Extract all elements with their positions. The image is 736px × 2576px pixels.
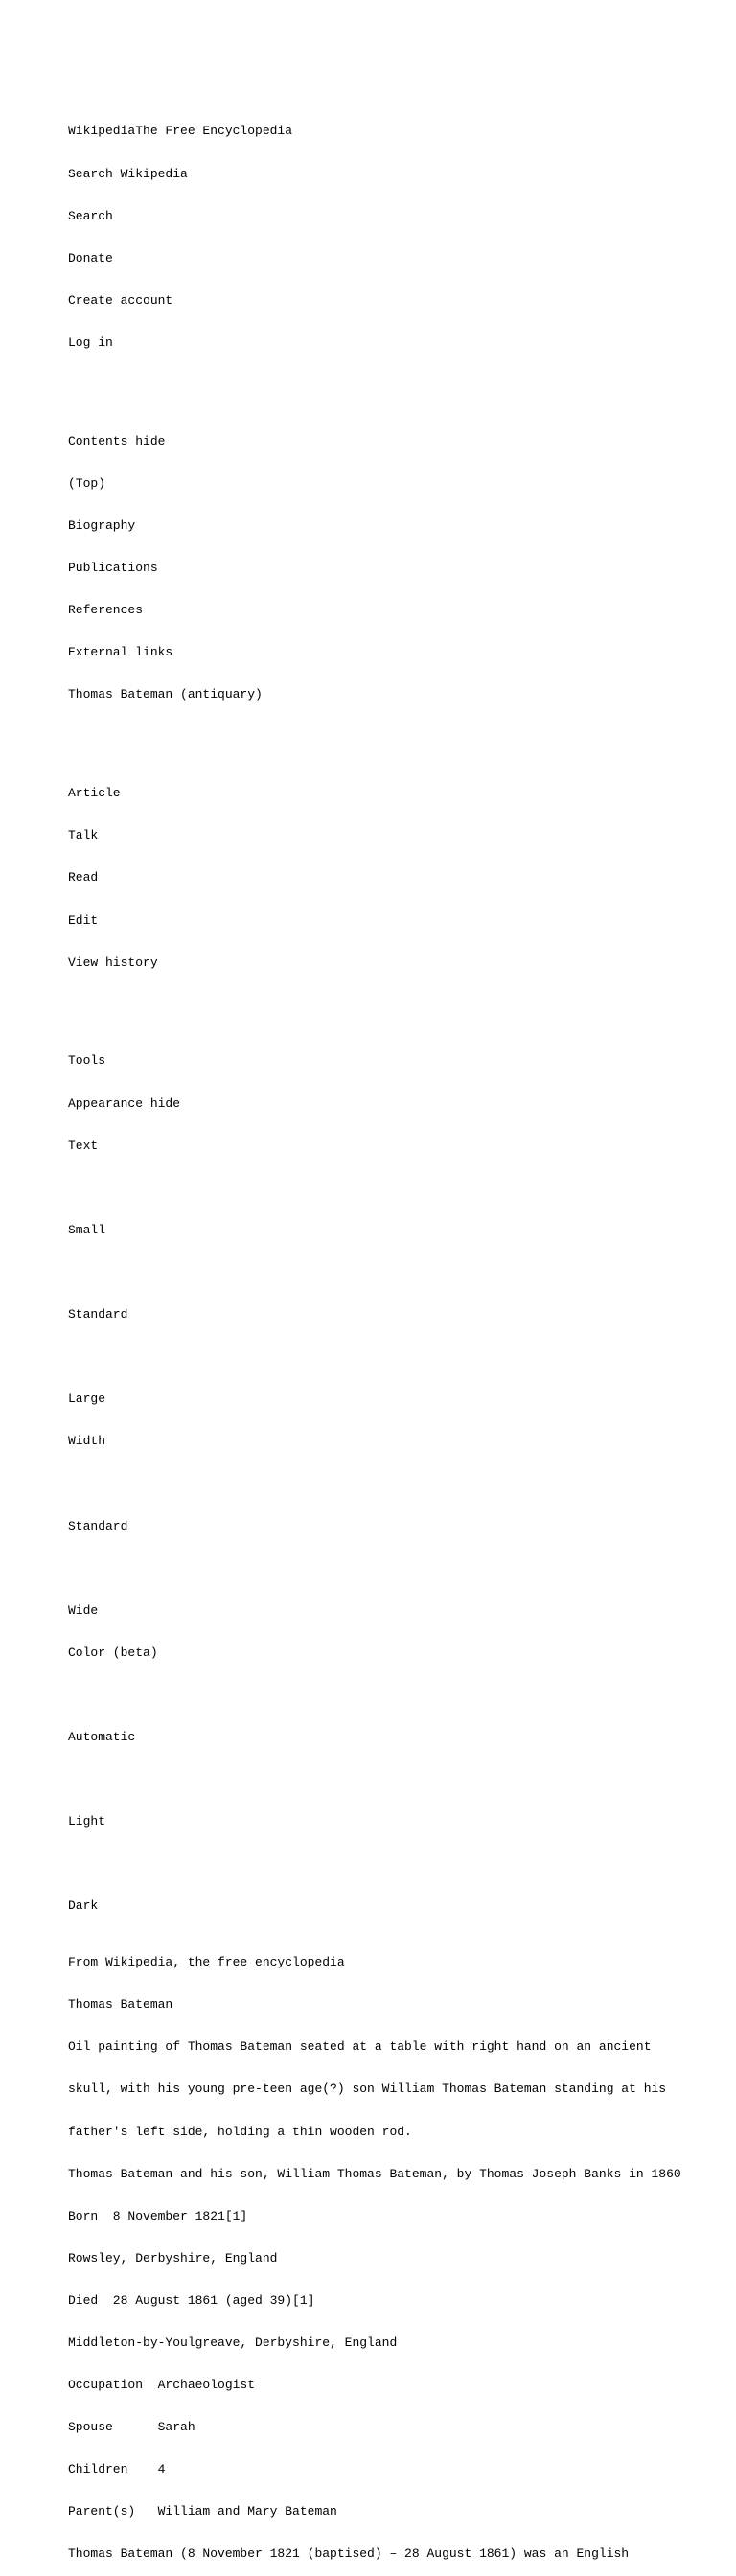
tab-read[interactable]: Read [68, 870, 99, 886]
text-size-standard-option[interactable]: Standard [68, 1307, 128, 1322]
spacer [68, 1182, 720, 1196]
log-in-link[interactable]: Log in [68, 334, 113, 350]
infobox-image-alt-line-1[interactable]: Oil painting of Thomas Bateman seated at a table with right hand on an ancient [68, 2039, 652, 2055]
tab-view-history[interactable]: View history [68, 954, 158, 970]
site-tagline: From Wikipedia, the free encyclopedia [68, 1955, 345, 1970]
wikipedia-logo[interactable]: WikipediaThe Free Encyclopedia [68, 124, 293, 139]
infobox-born: Born 8 November 1821[1] [68, 2208, 248, 2223]
infobox-died-place: Middleton-by-Youlgreave, Derbyshire, England [68, 2335, 398, 2350]
color-dark-option[interactable]: Dark [68, 1898, 99, 1914]
infobox-image-alt-line-2[interactable]: skull, with his young pre-teen age(?) son William Thomas Bateman standing at his [68, 2082, 667, 2097]
tools-menu[interactable]: Tools [68, 1053, 106, 1069]
spacer [68, 1857, 720, 1872]
tab-article[interactable]: Article [68, 786, 121, 801]
infobox-spouse: Spouse Sarah [68, 2420, 196, 2435]
spacer [68, 999, 720, 1013]
donate-link[interactable]: Donate [68, 250, 113, 265]
toc-item-external-links[interactable]: External links [68, 645, 173, 660]
infobox-parents: Parent(s) William and Mary Bateman [68, 2504, 337, 2519]
page-text [68, 97, 720, 2576]
toc-item-references[interactable]: References [68, 603, 144, 618]
width-wide-option[interactable]: Wide [68, 1602, 99, 1618]
color-label: Color (beta) [68, 1644, 158, 1660]
color-automatic-option[interactable]: Automatic [68, 1729, 136, 1744]
infobox-title: Thomas Bateman [68, 1997, 173, 2012]
toc-title[interactable]: Contents hide [68, 433, 166, 448]
spacer [68, 1266, 720, 1280]
spacer [68, 1689, 720, 1703]
tab-talk[interactable]: Talk [68, 828, 99, 843]
spacer [68, 1477, 720, 1491]
search-input[interactable]: Search Wikipedia [68, 166, 188, 181]
article-lead-paragraph: Thomas Bateman (8 November 1821 (baptised) – 28 August 1861) was an English [68, 2546, 630, 2562]
text-size-label: Text [68, 1138, 99, 1153]
text-size-small-option[interactable]: Small [68, 1222, 106, 1237]
spacer [68, 379, 720, 393]
infobox-died: Died 28 August 1861 (aged 39)[1] [68, 2292, 315, 2308]
infobox-occupation: Occupation Archaeologist [68, 2378, 256, 2393]
text-size-large-option[interactable]: Large [68, 1392, 106, 1407]
spacer [68, 1350, 720, 1365]
width-standard-option[interactable]: Standard [68, 1518, 128, 1533]
create-account-link[interactable]: Create account [68, 292, 173, 308]
page-title: Thomas Bateman (antiquary) [68, 687, 263, 702]
spacer [68, 730, 720, 745]
spacer [68, 1773, 720, 1787]
infobox-children: Children 4 [68, 2462, 166, 2477]
infobox-caption: Thomas Bateman and his son, William Thomas Bateman, by Thomas Joseph Banks in 1860 [68, 2166, 681, 2181]
infobox-image-alt-line-3[interactable]: father's left side, holding a thin wooden rod. [68, 2124, 412, 2139]
infobox-born-place: Rowsley, Derbyshire, England [68, 2250, 278, 2266]
appearance-toggle[interactable]: Appearance hide [68, 1095, 181, 1111]
width-label: Width [68, 1434, 106, 1449]
color-light-option[interactable]: Light [68, 1814, 106, 1829]
tab-edit[interactable]: Edit [68, 912, 99, 928]
spacer [68, 1562, 720, 1576]
toc-item-top[interactable]: (Top) [68, 475, 106, 491]
toc-item-publications[interactable]: Publications [68, 561, 158, 576]
toc-item-biography[interactable]: Biography [68, 518, 136, 533]
search-button[interactable]: Search [68, 208, 113, 223]
